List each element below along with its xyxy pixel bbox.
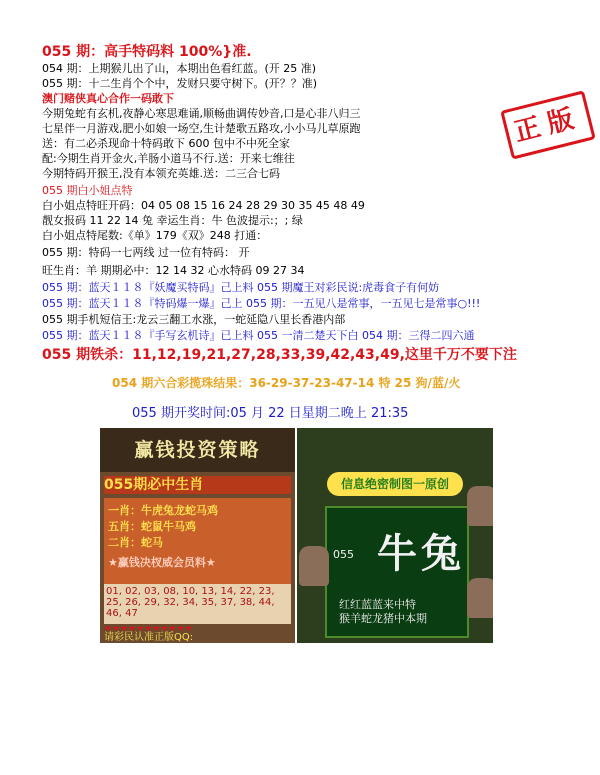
text-line: 白小姐点特尾数:《单》179《双》248 打通： (42, 229, 268, 242)
open-time-055: 055 期开奖时间:05 月 22 日星期二晚上 21:35 (132, 406, 409, 421)
banner-investment[interactable] (100, 428, 295, 643)
text-line: 澳门赌侠真心合作一码敢下 (42, 92, 174, 105)
banner1-line3: 二肖：蛇马 (108, 536, 163, 549)
text-line: 今期兔蛇有玄机,夜静心寒思难诵,顺畅曲调传妙音,口是心非八归三 (42, 107, 361, 120)
portrait-avatar (299, 546, 329, 586)
text-line: 054 期：上期猴儿出了山，本期出色看红蓝。(开 25 准) (42, 62, 317, 75)
text-line: 旺生肖：羊 期期必中：12 14 32 心水特码 09 27 34 (42, 264, 305, 277)
banner2-line1: 红红蓝蓝来中特 (339, 598, 416, 611)
banner1-notice: ★赢钱决杈威会员料★ (108, 556, 216, 569)
text-line: 今期特码开猴王,没有本领充英雄.送：二三合七码 (42, 167, 280, 180)
banner1-line1: 一肖：牛虎兔龙蛇马鸡 (108, 504, 218, 517)
banner1-stars: ★★★★★★★★★★★ (104, 624, 193, 634)
banner1-numbers: 01, 02, 03, 08, 10, 13, 14, 22, 23, 25, 26, 29, 32, 34, 35, 37, 38, 44, 46, 47 (104, 584, 291, 624)
text-line: 055 期：高手特码料 100%}准. (42, 44, 252, 60)
banner2-zodiac: 牛兔 (377, 531, 465, 577)
text-line: 055 期：蓝天１１８『妖魔买特码』己上料 055 期魔王对彩民说:虎毒食子有何妨 (42, 281, 440, 294)
banner2-line2: 猴羊蛇龙猪中本期 (339, 612, 427, 625)
text-line: 055 期：蓝天１１８『特码爆一爆』己上 055 期：一五见八是常事，一五见七是常事○!!! (42, 297, 481, 310)
text-line: 七星伴一月游戏,肥小如娘一场空,生计楚歌五路攻,小小马儿草原跑 (42, 122, 361, 135)
banner-ox-rabbit[interactable] (297, 428, 493, 643)
text-line: 配:今期生肖开金火,羊肠小道马不行.送：开来七维往 (42, 152, 295, 165)
banner2-issue: 055 (333, 548, 354, 561)
text-line: 055 期手机短信王:龙云三翻工水涨，一蛇延隐八里长香港内部 (42, 313, 346, 326)
text-line: 055 期：特码一七两线 过一位有特码： 开 (42, 246, 250, 259)
text-line: 055 期：蓝天１１８『手写玄机诗』已上料 055 一清二楚天下白 054 期：三得二四六通 (42, 329, 475, 342)
text-line: 靓女报码 11 22 14 兔 幸运生肖：牛 色波提示:；; 绿 (42, 214, 303, 227)
result-054: 054 期六合彩揽珠结果：36-29-37-23-47-14 特 25 狗/蓝/火 (112, 376, 461, 390)
banner1-must-win: 055期必中生肖 (104, 476, 291, 494)
text-line: 055 期：十二生肖个个中，发财只要守树下。(开？？准) (42, 77, 318, 90)
text-line: 白小姐点特旺开码：04 05 08 15 16 24 28 29 30 35 45 48 49 (42, 199, 365, 212)
banner1-line2: 五肖：蛇鼠牛马鸡 (108, 520, 196, 533)
text-line: 055 期铁杀：11,12,19,21,27,28,33,39,42,43,49,这里千万不要下注 (42, 347, 517, 363)
portrait-avatar (467, 486, 493, 526)
text-line: 055 期白小姐点特 (42, 184, 133, 197)
portrait-avatar (467, 578, 493, 618)
text-line: 送：有二必杀现命十特码敢下 600 包中不中死全家 (42, 137, 290, 150)
stamp-badge: 正版 (500, 90, 596, 159)
banner1-footer: 请彩民认准正版QQ: (104, 632, 194, 643)
banner2-heading: 信息绝密制图一原创 (327, 472, 463, 496)
banner1-title: 赢钱投资策略 (100, 428, 295, 472)
